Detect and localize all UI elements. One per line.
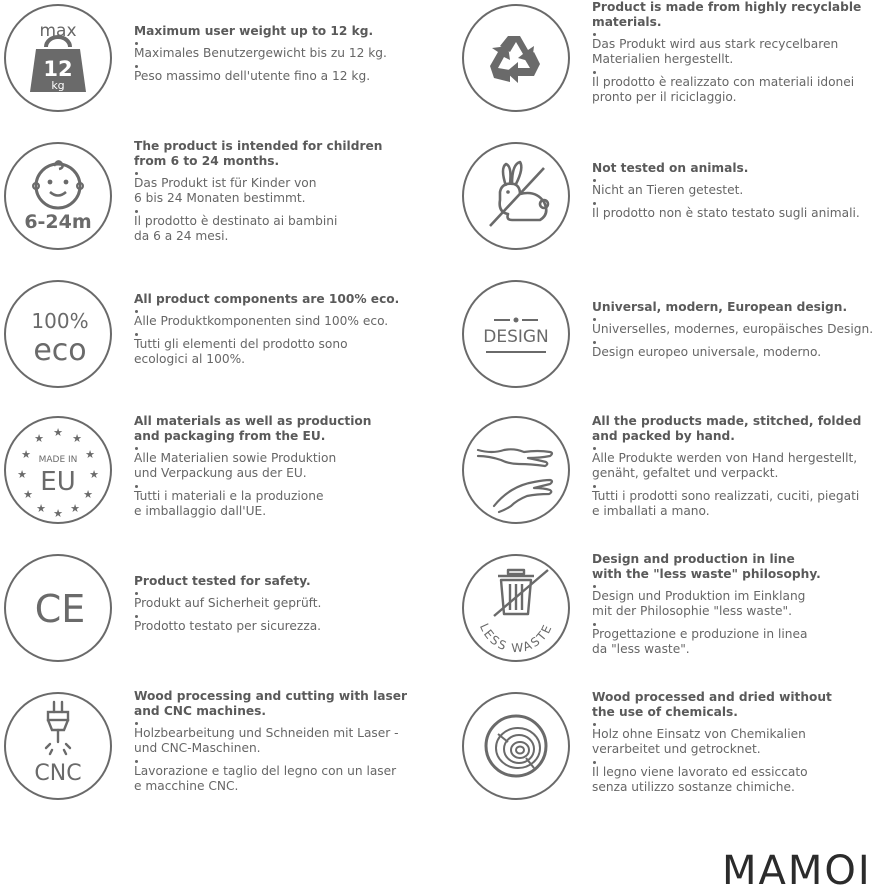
age-icon-label: 6-24m (24, 211, 92, 233)
feature-line-it: Il prodotto è realizzato con materiali idonei pronto per il riciclaggio. (592, 69, 880, 105)
feature-cnc (0, 689, 430, 812)
feature-title: All the products made, stitched, folded and packed by hand. (592, 414, 862, 443)
feature-title: Wood processing and cutting with laser and CNC machines. (134, 689, 408, 718)
feature-line-de: Holz ohne Einsatz von Chemikalien verarbeitet und getrocknet. (592, 721, 880, 757)
weight-icon (4, 4, 112, 112)
feature-title: Design and production in line with the "less waste" philosophy. (592, 552, 821, 581)
design-icon-label: DESIGN (483, 327, 549, 347)
svg-text:★: ★ (85, 448, 95, 461)
feature-wood (458, 692, 880, 812)
wood-slice-icon (462, 692, 570, 800)
feature-line-it: Tutti i prodotti sono realizzati, cuciti, piegati e imballati a mano. (592, 483, 880, 519)
feature-line-de: Das Produkt wird aus stark recycelbaren Materialien hergestellt. (592, 31, 880, 67)
feature-eu (0, 416, 430, 536)
recycle-icon (462, 4, 570, 112)
feature-design (458, 280, 880, 400)
weight-icon-top-label: max (39, 21, 77, 41)
eu-icon-label: EU (40, 467, 76, 497)
weight-icon-value: 12 (43, 57, 73, 81)
feature-line-it: Lavorazione e taglio del legno con un laser e macchine CNC. (134, 758, 424, 794)
hands-icon (462, 416, 570, 524)
svg-text:★: ★ (23, 488, 33, 501)
feature-line-de: Universelles, modernes, europäisches Design. (592, 316, 880, 337)
made-in-eu-icon (4, 416, 112, 524)
less-waste-bin-icon (462, 554, 570, 662)
brand-logo-text: MAMOI (722, 848, 872, 894)
baby-face-icon (4, 142, 112, 250)
feature-recyclable (458, 0, 880, 124)
eco-icon-top-label: 100% (31, 309, 89, 333)
feature-line-it: Il legno viene lavorato ed essiccato senza utilizzo sostanze chimiche. (592, 759, 880, 795)
feature-less-waste (458, 554, 880, 674)
feature-line-it: Tutti gli elementi del prodotto sono ecologici al 100%. (134, 331, 424, 367)
svg-text:★: ★ (17, 468, 27, 481)
feature-line-it: Tutti i materiali e la produzione e imballaggio dall'UE. (134, 483, 424, 519)
less-waste-icon-label: LESS WASTE (476, 621, 556, 656)
feature-line-de: Das Produkt ist für Kinder von 6 bis 24 Monaten bestimmt. (134, 170, 424, 206)
svg-text:LESS WASTE (477, 621, 555, 655)
cnc-laser-icon (4, 692, 112, 800)
feature-line-it: Prodotto testato per sicurezza. (134, 613, 424, 634)
svg-text:★: ★ (53, 507, 63, 520)
feature-title: Product is made from highly recyclable materials. (592, 0, 862, 29)
feature-weight (0, 4, 430, 124)
svg-text:★: ★ (34, 432, 44, 445)
feature-line-de: Alle Produktkomponenten sind 100% eco. (134, 308, 424, 329)
svg-text:★: ★ (83, 488, 93, 501)
svg-text:★: ★ (36, 502, 46, 515)
feature-title: All product components are 100% eco. (134, 292, 400, 306)
feature-line-de: Holzbearbeitung und Schneiden mit Laser - und CNC-Maschinen. (134, 720, 424, 756)
feature-line-de: Design und Produktion im Einklang mit der Philosophie "less waste". (592, 583, 880, 619)
feature-handmade (458, 416, 880, 536)
feature-title: Maximum user weight up to 12 kg. (134, 24, 374, 38)
eu-icon-top-label: MADE IN (38, 455, 78, 465)
feature-ce (0, 554, 430, 674)
ce-icon-label: CE (34, 587, 86, 631)
svg-text:★: ★ (72, 432, 82, 445)
svg-text:★: ★ (21, 448, 31, 461)
feature-title: Not tested on animals. (592, 161, 749, 175)
weight-icon-unit: kg (51, 79, 65, 92)
feature-line-de: Alle Produkte werden von Hand hergestellt, genäht, gefaltet und verpackt. (592, 445, 880, 481)
feature-title: Universal, modern, European design. (592, 300, 848, 314)
feature-title: All materials as well as production and packaging from the EU. (134, 414, 372, 443)
feature-line-de: Produkt auf Sicherheit geprüft. (134, 590, 424, 611)
feature-line-it: Il prodotto non è stato testato sugli animali. (592, 200, 880, 221)
feature-line-it: Progettazione e produzione in linea da "less waste". (592, 621, 880, 657)
feature-age (0, 139, 430, 262)
feature-line-de: Maximales Benutzergewicht bis zu 12 kg. (134, 40, 424, 61)
feature-title: Wood processed and dried without the use of chemicals. (592, 690, 832, 719)
feature-title: Product tested for safety. (134, 574, 311, 588)
svg-text:★: ★ (89, 468, 99, 481)
ce-mark-icon (4, 554, 112, 662)
feature-animals (458, 142, 880, 262)
crossed-rabbit-icon (462, 142, 570, 250)
cnc-icon-label: CNC (34, 761, 82, 786)
svg-text:★: ★ (70, 502, 80, 515)
feature-line-de: Nicht an Tieren getestet. (592, 177, 880, 198)
feature-eco (0, 280, 430, 400)
design-icon (462, 280, 570, 388)
feature-line-it: Peso massimo dell'utente fino a 12 kg. (134, 63, 424, 84)
svg-text:★: ★ (53, 426, 63, 439)
feature-line-de: Alle Materialien sowie Produktion und Verpackung aus der EU. (134, 445, 424, 481)
brand-logo (722, 848, 878, 894)
feature-line-it: Design europeo universale, moderno. (592, 339, 880, 360)
eco-icon-label: eco (33, 333, 87, 368)
eco-icon (4, 280, 112, 388)
feature-line-it: Il prodotto è destinato ai bambini da 6 a 24 mesi. (134, 208, 424, 244)
feature-title: The product is intended for children from 6 to 24 months. (134, 139, 383, 168)
